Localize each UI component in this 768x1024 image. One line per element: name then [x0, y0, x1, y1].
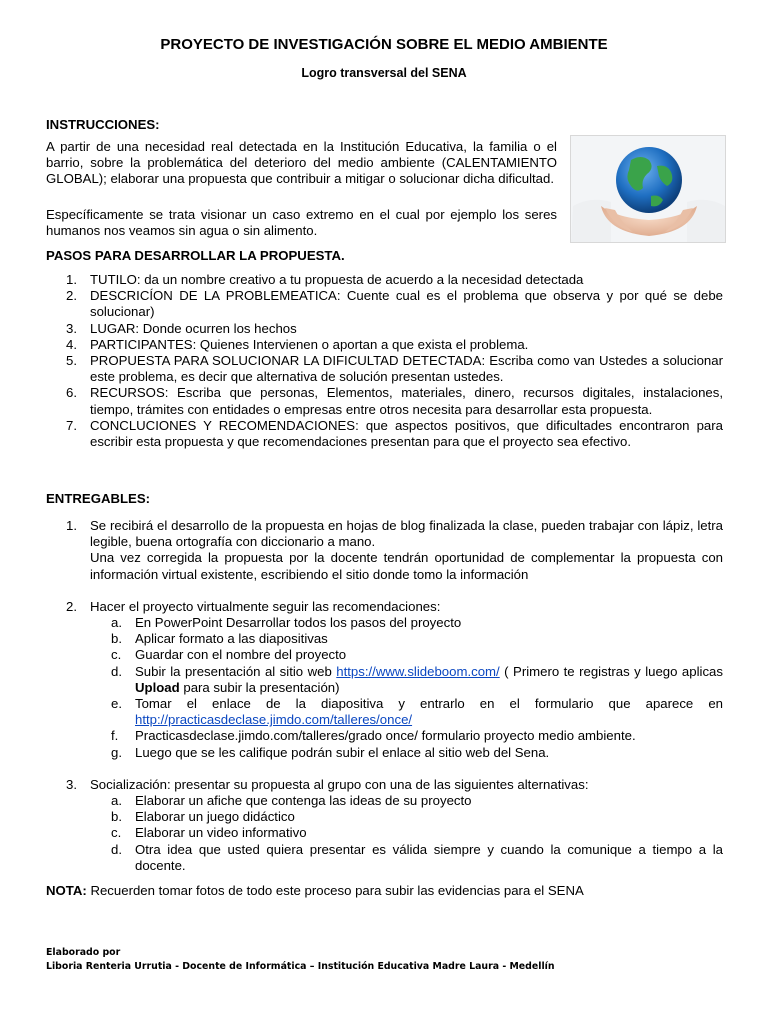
practicasdeclase-link[interactable]: http://practicasdeclase.jimdo.com/talleres/once/: [135, 712, 413, 728]
instrucciones-heading: INSTRUCCIONES:: [46, 117, 160, 132]
instrucciones-paragraph-2: Específicamente se trata visionar un caso extremo en el cual por ejemplo los seres humanos nos veamos sin agua o sin alimento.: [46, 207, 557, 239]
list-item: 3. LUGAR: Donde ocurren los hechos: [66, 320, 297, 336]
nota-text: Recuerden tomar fotos de todo este proceso para subir las evidencias para el SENA: [86, 883, 584, 898]
globe-in-hands-icon: [571, 136, 726, 243]
sub-list-item: c. Guardar con el nombre del proyecto: [111, 647, 347, 663]
nota-label: NOTA:: [46, 883, 87, 898]
document-title: PROYECTO DE INVESTIGACIÓN SOBRE EL MEDIO AMBIENTE: [160, 36, 608, 53]
sub-list-item: b. Elaborar un juego didáctico: [111, 809, 295, 825]
list-item: 4. PARTICIPANTES: Quienes Intervienen o aportan a que exista el problema.: [66, 336, 529, 352]
sub-list-item: d. Otra idea que usted quiera presentar es válida siempre y cuando la comunique a tiempo a la docente.: [111, 841, 723, 873]
slideboom-link[interactable]: https://www.slideboom.com/: [336, 663, 500, 679]
sub-list-item: g. Luego que se les califique podrán subir el enlace al sitio web del Sena.: [111, 744, 550, 760]
list-item: 5. PROPUESTA PARA SOLUCIONAR LA DIFICULTAD DETECTADA: Escriba como van Ustedes a solucionar este problema, es decir que alternativa de solución presentan ustedes.: [66, 353, 723, 385]
list-item: 1. Se recibirá el desarrollo de la propuesta en hojas de blog finalizada la clase, pueden trabajar con lápiz, letra legible, buena ortografía con diccionario a mano. Una vez corregida la propuesta por la docente tendrán oportunidad de complementar la propuesta con información virtual existente, escribiendo el sitio donde tomo la información: [66, 518, 723, 582]
sub-list-item: a. Elaborar un afiche que contenga las ideas de su proyecto: [111, 793, 472, 809]
list-item: 2. Hacer el proyecto virtualmente seguir las recomendaciones: a. En PowerPoint Desarrollar todos los pasos del proyecto b. Aplicar formato a las diapositivas c. Guardar con el nombre del proyecto d. Subir la presentación al sitio web https://www.slideboom.com/ ( Primero te registras y luego aplicas Upload para subir la presentación) e. Tomar el enlace de la diapositiva y entrarlo en el formulario que aparece en http://practicasdeclase.jimdo.com/talleres/once/ f. Practicasdeclase.jimdo.com/talleres/grado once/ formulario proyecto medio ambiente. g. Luego que se les califique podrán subir el enlace al sitio web del Sena.: [66, 598, 723, 760]
list-item: 1. TUTILO: da un nombre creativo a tu propuesta de acuerdo a la necesidad detectada: [66, 272, 584, 287]
instrucciones-paragraph-1: A partir de una necesidad real detectada en la Institución Educativa, la familia o el barrio, sobre la problemática del deterioro del medio ambiente (CALENTAMIENTO GLOBAL); elaborar una propuesta que contribuir a mitigar o solucionar dicha dificultad.: [46, 139, 557, 187]
pasos-heading: PASOS PARA DESARROLLAR LA PROPUESTA.: [46, 248, 345, 263]
list-item: 2. DESCRICÍON DE LA PROBLEMEATICA: Cuente cual es el problema que observa y por qué se debe solucionar): [66, 288, 723, 320]
pasos-list: [46, 272, 723, 450]
entregables-list: [46, 518, 723, 874]
document-subtitle: Logro transversal del SENA: [301, 66, 467, 80]
globe-in-hands-image: [570, 135, 726, 243]
footer-line-2: Liboria Renteria Urrutia - Docente de Informática – Institución Educativa Madre Laura - Medellín: [46, 961, 555, 972]
list-item: 7. CONCLUCIONES Y RECOMENDACIONES: que aspectos positivos, que dificultades encontraron para escribir esta propuesta y que recomendaciones presentan para que el proyecto sea efectivo.: [66, 417, 723, 450]
sub-list-item: d. Subir la presentación al sitio web https://www.slideboom.com/ ( Primero te registras y luego aplicas Upload para subir la presentación): [111, 663, 723, 695]
sub-list-item: f. Practicasdeclase.jimdo.com/talleres/grado once/ formulario proyecto medio ambiente.: [111, 728, 636, 744]
entregables-heading: ENTREGABLES:: [46, 491, 151, 506]
list-item: 3. Socialización: presentar su propuesta al grupo con una de las siguientes alternativas: a. Elaborar un afiche que contenga las ideas de su proyecto b. Elaborar un juego didáctico c. Elaborar un video informativo d. Otra idea que usted quiera presentar es válida siempre y cuando la comunique a tiempo a la docente.: [66, 776, 723, 873]
list-item: 6. RECURSOS: Escriba que personas, Elementos, materiales, dinero, recursos digitales, instalaciones, tiempo, trámites con entidades o empresas entre otros necesita para desarrollar esta propuesta.: [66, 385, 723, 417]
sub-list-item: b. Aplicar formato a las diapositivas: [111, 631, 328, 647]
footer: [46, 946, 555, 974]
nota-line: [46, 883, 723, 899]
sub-list-item: a. En PowerPoint Desarrollar todos los pasos del proyecto: [111, 615, 462, 631]
footer-line-1: Elaborado por: [46, 947, 121, 958]
sub-list-item: c. Elaborar un video informativo: [111, 825, 307, 841]
sub-list-item: e. Tomar el enlace de la diapositiva y entrarlo en el formulario que aparece en http://practicasdeclase.jimdo.com/talleres/once/: [111, 696, 723, 728]
